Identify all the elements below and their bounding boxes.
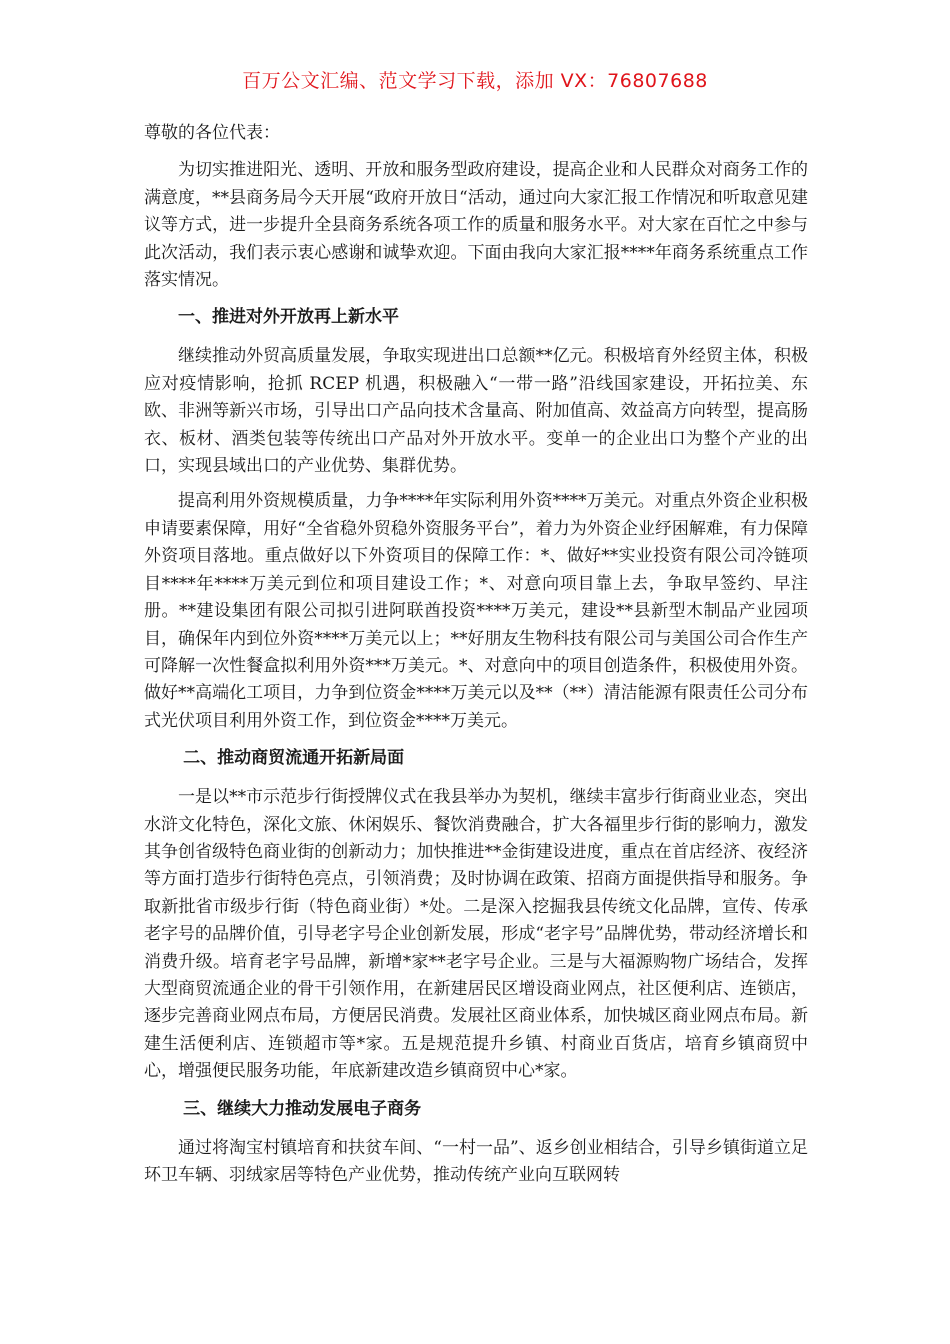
document-body [144, 120, 808, 1197]
salutation: 尊敬的各位代表： [144, 123, 280, 143]
section-1-paragraph-1: 继续推动外贸高质量发展，争取实现进出口总额**亿元。积极培育外经贸主体，积极应对疫情影响，抢抓 RCEP 机遇，积极融入“一带一路”沿线国家建设，开拓拉美、东欧、非洲等新兴市场，引导出口产品向技术含量高、附加值高、效益高方向转型，提高肠衣、板材、酒类包装等传统出口产品对外开放水平。变单一的企业出口为整个产业的出口，实现县域出口的产业优势、集群优势。 [144, 346, 808, 477]
intro-paragraph: 为切实推进阳光、透明、开放和服务型政府建设，提高企业和人民群众对商务工作的满意度，**县商务局今天开展“政府开放日“活动，通过向大家汇报工作情况和听取意见建议等方式，进一步提升全县商务系统各项工作的质量和服务水平。对大家在百忙之中参与此次活动，我们表示衷心感谢和诚挚欢迎。下面由我向大家汇报****年商务系统重点工作落实情况。 [144, 160, 808, 291]
section-1-paragraph-2: 提高利用外资规模质量，力争****年实际利用外资****万美元。对重点外资企业积极申请要素保障，用好“全省稳外贸稳外资服务平台”，着力为外资企业纾困解难，有力保障外资项目落地。重点做好以下外资项目的保障工作：*、做好**实业投资有限公司冷链项目****年****万美元到位和项目建设工作；*、对意向项目靠上去，争取早签约、早注册。**建设集团有限公司拟引进阿联酋投资****万美元，建设**县新型木制品产业园项目，确保年内到位外资****万美元以上；**好朋友生物科技有限公司与美国公司合作生产可降解一次性餐盒拟利用外资***万美元。*、对意向中的项目创造条件，积极使用外资。做好**高端化工项目，力争到位资金****万美元以及**（**）清洁能源有限责任公司分布式光伏项目利用外资工作，到位资金****万美元。 [144, 491, 808, 731]
watermark-banner: 百万公文汇编、范文学习下载，添加 VX：76807688 [242, 70, 708, 92]
section-2-heading: 二、推动商贸流通开拓新局面 [183, 748, 405, 769]
section-3-paragraph-1: 通过将淘宝村镇培育和扶贫车间、“一村一品”、返乡创业相结合，引导乡镇街道立足环卫车辆、羽绒家居等特色产业优势，推动传统产业向互联网转 [144, 1137, 808, 1185]
section-3-heading: 三、继续大力推动发展电子商务 [183, 1098, 422, 1119]
section-2-paragraph-1: 一是以**市示范步行街授牌仪式在我县举办为契机，继续丰富步行街商业业态，突出水浒文化特色，深化文旅、休闲娱乐、餐饮消费融合，扩大各福里步行街的影响力，激发其争创省级特色商业街的创新动力；加快推进**金街建设进度，重点在首店经济、夜经济等方面打造步行街特色亮点，引领消费；及时协调在政策、招商方面提供指导和服务。争取新批省市级步行街（特色商业街）*处。二是深入挖掘我县传统文化品牌，宣传、传承老字号的品牌价值，引导老字号企业创新发展，形成“老字号”品牌优势，带动经济增长和消费升级。培育老字号品牌，新增*家**老字号企业。三是与大福源购物广场结合，发挥大型商贸流通企业的骨干引领作用，在新建居民区增设商业网点，社区便利店、连锁店，逐步完善商业网点布局，方便居民消费。发展社区商业体系，加快城区商业网点布局。新建生活便利店、连锁超市等*家。五是规范提升乡镇、村商业百货店，培育乡镇商贸中心，增强便民服务功能，年底新建改造乡镇商贸中心*家。 [144, 787, 808, 1082]
section-1-heading: 一、推进对外开放再上新水平 [178, 307, 399, 328]
